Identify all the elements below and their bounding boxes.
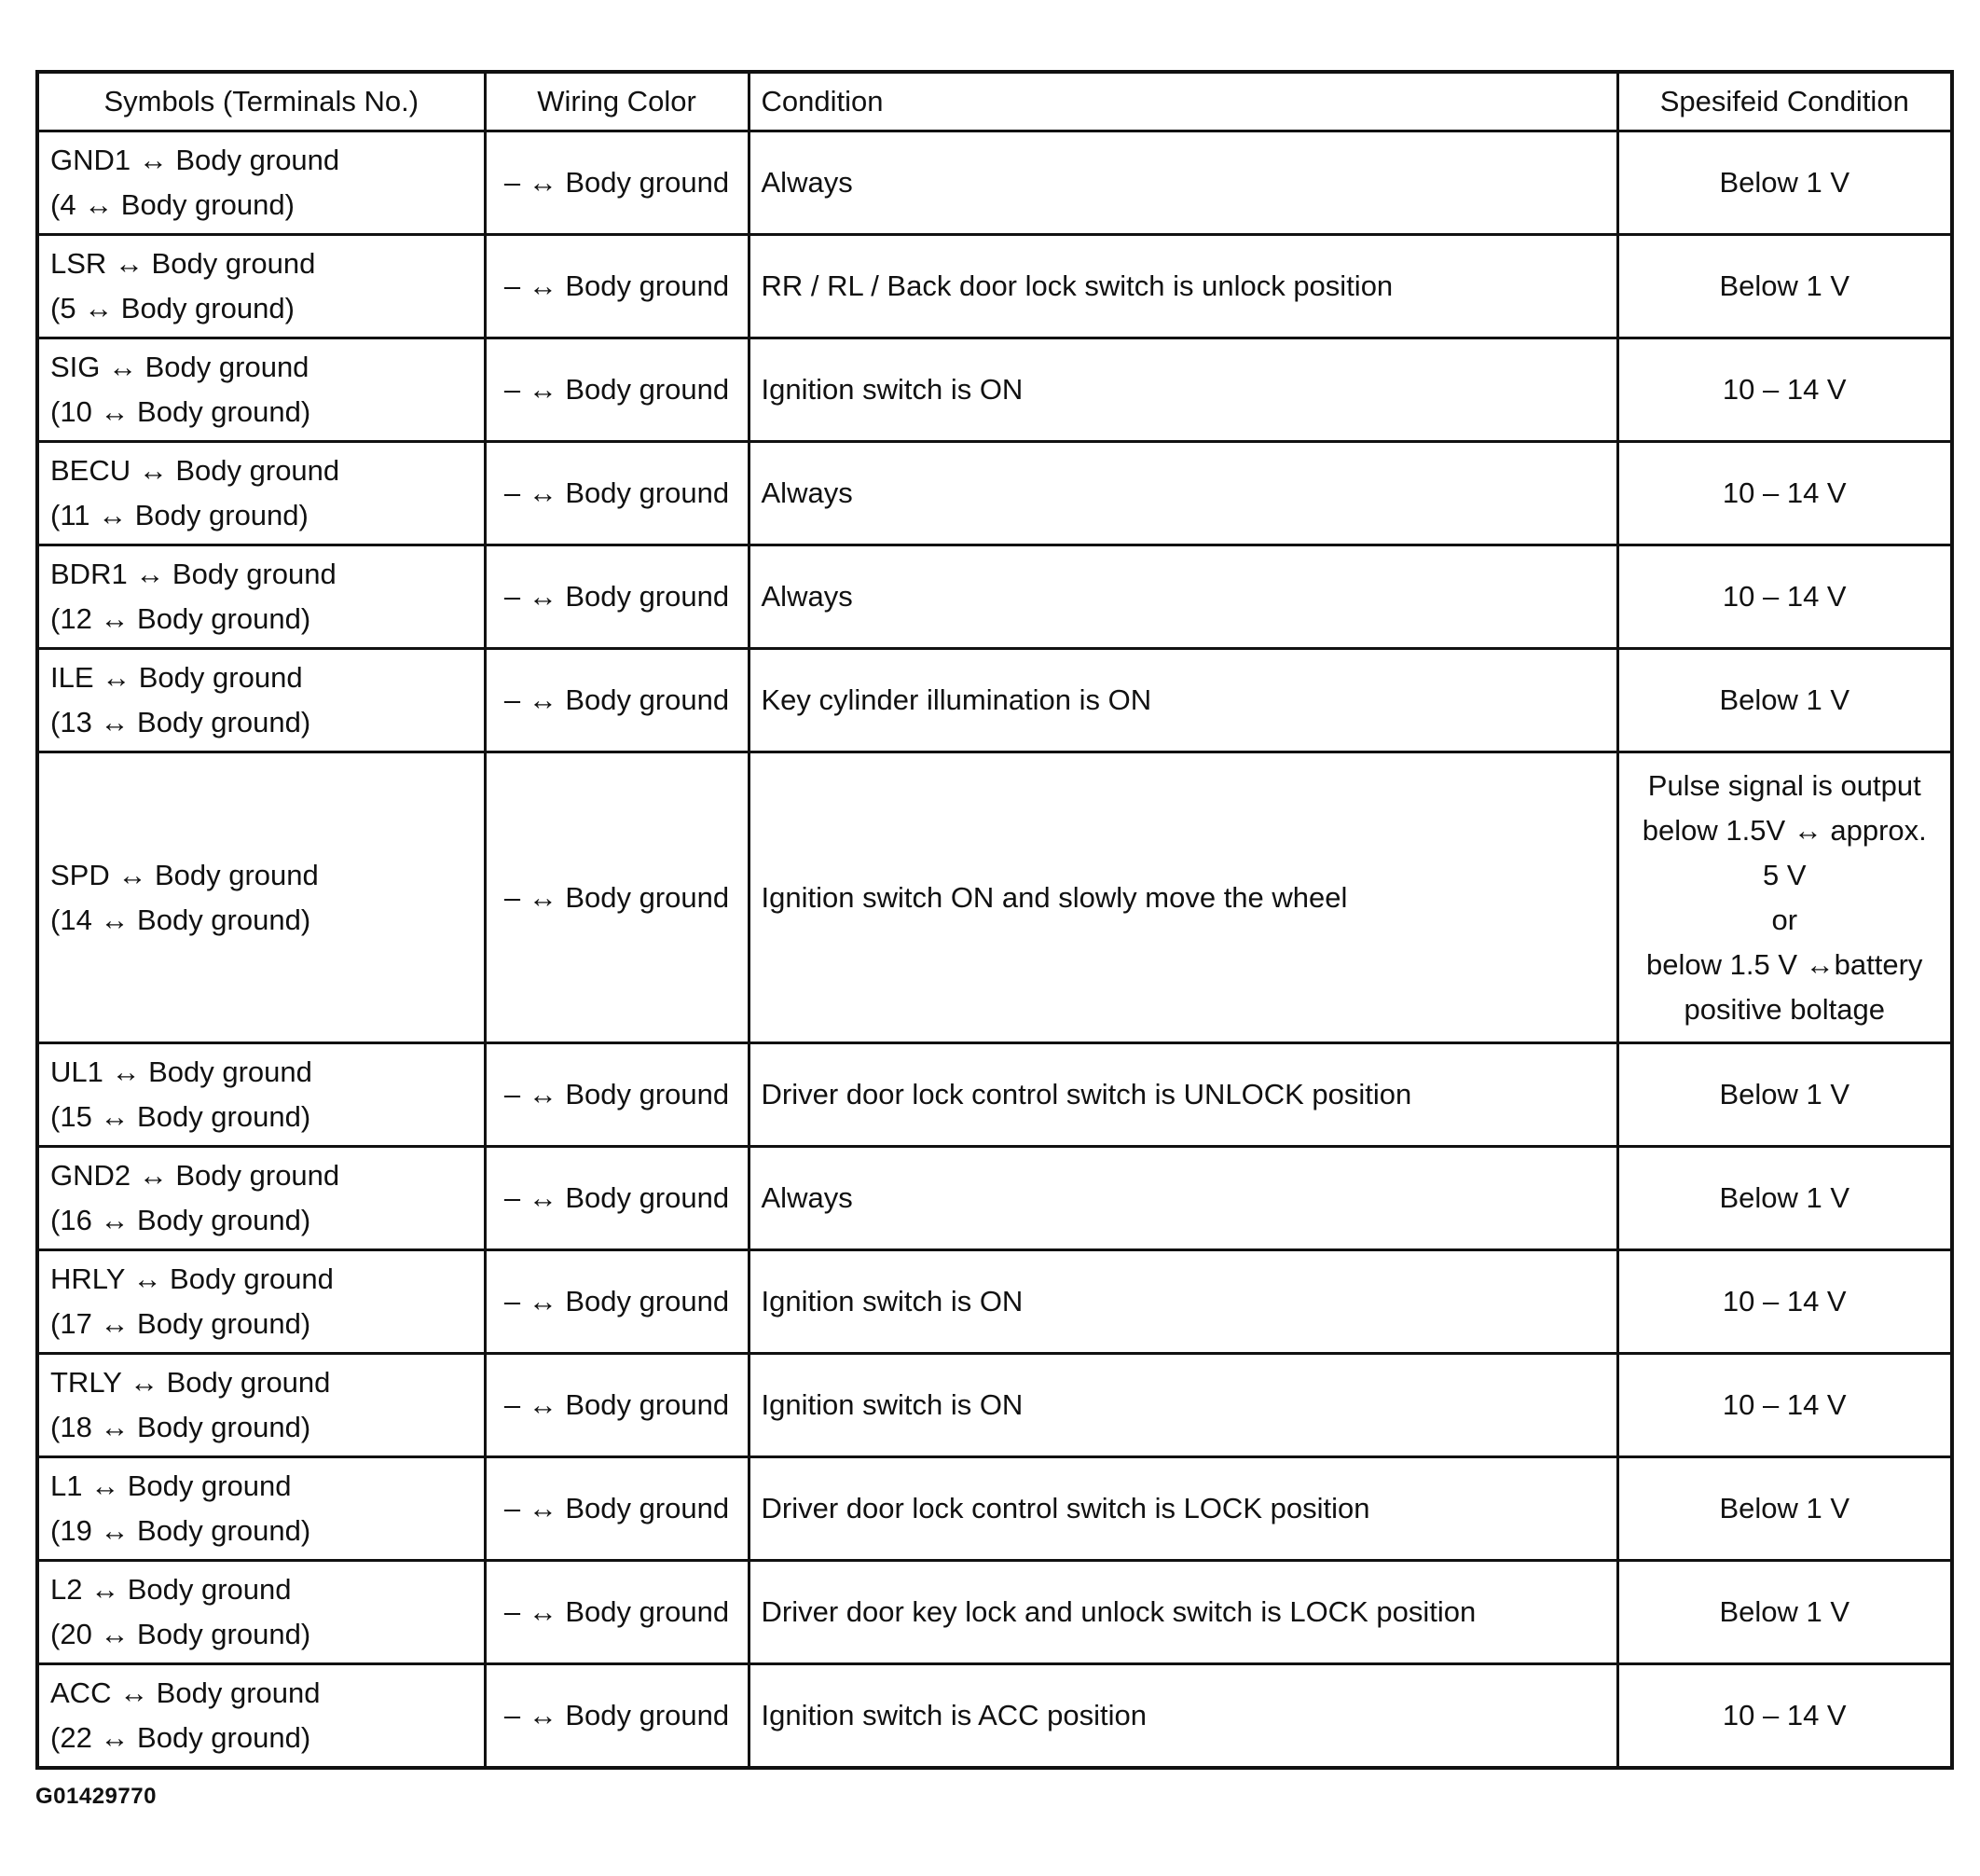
condition-cell: Always xyxy=(749,131,1617,235)
terminal-number: (19 ↔ Body ground) xyxy=(50,1514,311,1547)
condition-cell: Always xyxy=(749,1147,1617,1250)
table-row xyxy=(37,1147,1952,1250)
wiring-color-cell: – ↔ Body ground xyxy=(485,235,749,338)
specified-condition-cell xyxy=(1617,1457,1952,1561)
table-header-row xyxy=(37,72,1952,131)
specified-condition-cell xyxy=(1617,131,1952,235)
specified-condition-line: 10 – 14 V xyxy=(1722,1698,1847,1731)
header-condition: Condition xyxy=(749,72,1617,131)
terminal-symbol: SPD ↔ Body ground xyxy=(50,858,319,891)
specified-condition-cell xyxy=(1617,1147,1952,1250)
specified-condition-cell xyxy=(1617,649,1952,752)
terminal-number: (17 ↔ Body ground) xyxy=(50,1307,311,1340)
specified-condition-line: below 1.5 V ↔battery xyxy=(1646,947,1923,981)
specified-condition-cell xyxy=(1617,545,1952,649)
specified-condition-line: below 1.5V ↔ approx. xyxy=(1642,813,1927,847)
condition-cell: Driver door lock control switch is LOCK position xyxy=(749,1457,1617,1561)
specified-condition-line: 10 – 14 V xyxy=(1722,476,1847,509)
wiring-color-cell: – ↔ Body ground xyxy=(485,1457,749,1561)
terminal-symbol: GND2 ↔ Body ground xyxy=(50,1159,340,1192)
table-row xyxy=(37,338,1952,442)
symbol-cell xyxy=(37,1457,485,1561)
specified-condition-cell xyxy=(1617,338,1952,442)
terminal-number: (15 ↔ Body ground) xyxy=(50,1100,311,1133)
header-specified-condition: Spesifeid Condition xyxy=(1617,72,1952,131)
wiring-color-cell: – ↔ Body ground xyxy=(485,442,749,545)
specified-condition-cell xyxy=(1617,752,1952,1043)
header-symbols: Symbols (Terminals No.) xyxy=(37,72,485,131)
symbol-cell xyxy=(37,1561,485,1664)
table-row xyxy=(37,649,1952,752)
terminal-symbol: BECU ↔ Body ground xyxy=(50,454,340,487)
table-row xyxy=(37,1457,1952,1561)
table-row xyxy=(37,1354,1952,1457)
symbol-cell xyxy=(37,338,485,442)
condition-cell: Driver door lock control switch is UNLOCK position xyxy=(749,1043,1617,1147)
table-row xyxy=(37,1250,1952,1354)
condition-cell: Driver door key lock and unlock switch is LOCK position xyxy=(749,1561,1617,1664)
table-row xyxy=(37,1561,1952,1664)
table-body xyxy=(37,131,1952,1768)
specified-condition-line: 10 – 14 V xyxy=(1722,1388,1847,1421)
specified-condition-cell xyxy=(1617,442,1952,545)
table-row xyxy=(37,235,1952,338)
table-row xyxy=(37,1043,1952,1147)
symbol-cell xyxy=(37,1664,485,1768)
wiring-color-cell: – ↔ Body ground xyxy=(485,1561,749,1664)
wiring-color-cell: – ↔ Body ground xyxy=(485,338,749,442)
symbol-cell xyxy=(37,649,485,752)
wiring-color-cell: – ↔ Body ground xyxy=(485,1250,749,1354)
specified-condition-line: or xyxy=(1771,903,1798,936)
terminal-number: (11 ↔ Body ground) xyxy=(50,499,309,531)
wiring-color-cell: – ↔ Body ground xyxy=(485,545,749,649)
specified-condition-line: Below 1 V xyxy=(1719,683,1850,716)
symbol-cell xyxy=(37,1147,485,1250)
wiring-color-cell: – ↔ Body ground xyxy=(485,131,749,235)
table-row xyxy=(37,131,1952,235)
wiring-color-cell: – ↔ Body ground xyxy=(485,752,749,1043)
specified-condition-line: Below 1 V xyxy=(1719,1078,1850,1110)
table-row xyxy=(37,442,1952,545)
condition-cell: Ignition switch is ACC position xyxy=(749,1664,1617,1768)
terminal-symbol: LSR ↔ Body ground xyxy=(50,247,316,280)
condition-cell: Ignition switch is ON xyxy=(749,338,1617,442)
terminal-number: (12 ↔ Body ground) xyxy=(50,602,311,635)
terminal-number: (13 ↔ Body ground) xyxy=(50,706,311,738)
specified-condition-line: 10 – 14 V xyxy=(1722,373,1847,406)
terminal-number: (10 ↔ Body ground) xyxy=(50,395,311,428)
condition-cell: Key cylinder illumination is ON xyxy=(749,649,1617,752)
terminal-symbol: L2 ↔ Body ground xyxy=(50,1573,292,1606)
specified-condition-line: 10 – 14 V xyxy=(1722,580,1847,613)
specified-condition-line: positive boltage xyxy=(1684,992,1885,1026)
header-wiring-color: Wiring Color xyxy=(485,72,749,131)
terminal-number: (16 ↔ Body ground) xyxy=(50,1204,311,1236)
terminal-voltage-table xyxy=(35,70,1954,1770)
terminal-symbol: UL1 ↔ Body ground xyxy=(50,1055,312,1088)
condition-cell: RR / RL / Back door lock switch is unlock position xyxy=(749,235,1617,338)
symbol-cell xyxy=(37,1354,485,1457)
wiring-color-cell: – ↔ Body ground xyxy=(485,1664,749,1768)
specified-condition-cell xyxy=(1617,1664,1952,1768)
table-row xyxy=(37,752,1952,1043)
condition-cell: Ignition switch ON and slowly move the wheel xyxy=(749,752,1617,1043)
condition-cell: Always xyxy=(749,442,1617,545)
symbol-cell xyxy=(37,1250,485,1354)
terminal-symbol: SIG ↔ Body ground xyxy=(50,351,309,383)
specified-condition-cell xyxy=(1617,1561,1952,1664)
table-row xyxy=(37,545,1952,649)
table-row xyxy=(37,1664,1952,1768)
specified-condition-line: 5 V xyxy=(1762,858,1807,891)
specified-condition-line: 10 – 14 V xyxy=(1722,1285,1847,1317)
terminal-number: (5 ↔ Body ground) xyxy=(50,292,295,324)
specified-condition-line: Below 1 V xyxy=(1719,269,1850,302)
terminal-symbol: HRLY ↔ Body ground xyxy=(50,1262,334,1295)
specified-condition-line: Below 1 V xyxy=(1719,1181,1850,1214)
specified-condition-cell xyxy=(1617,1250,1952,1354)
terminal-inspection-sheet xyxy=(35,70,1950,1770)
symbol-cell xyxy=(37,442,485,545)
specified-condition-cell xyxy=(1617,235,1952,338)
terminal-number: (20 ↔ Body ground) xyxy=(50,1618,311,1650)
condition-cell: Ignition switch is ON xyxy=(749,1354,1617,1457)
specified-condition-line: Below 1 V xyxy=(1719,1492,1850,1524)
terminal-number: (14 ↔ Body ground) xyxy=(50,903,311,936)
specified-condition-line: Below 1 V xyxy=(1719,166,1850,199)
terminal-symbol: BDR1 ↔ Body ground xyxy=(50,558,337,590)
terminal-number: (18 ↔ Body ground) xyxy=(50,1411,311,1443)
specified-condition-cell xyxy=(1617,1043,1952,1147)
condition-cell: Always xyxy=(749,545,1617,649)
figure-id: G01429770 xyxy=(35,1784,157,1809)
symbol-cell xyxy=(37,131,485,235)
symbol-cell xyxy=(37,235,485,338)
wiring-color-cell: – ↔ Body ground xyxy=(485,1354,749,1457)
wiring-color-cell: – ↔ Body ground xyxy=(485,1147,749,1250)
symbol-cell xyxy=(37,752,485,1043)
symbol-cell xyxy=(37,545,485,649)
symbol-cell xyxy=(37,1043,485,1147)
wiring-color-cell: – ↔ Body ground xyxy=(485,1043,749,1147)
terminal-symbol: GND1 ↔ Body ground xyxy=(50,144,340,176)
terminal-symbol: ACC ↔ Body ground xyxy=(50,1676,321,1709)
terminal-symbol: L1 ↔ Body ground xyxy=(50,1469,292,1502)
condition-cell: Ignition switch is ON xyxy=(749,1250,1617,1354)
specified-condition-line: Below 1 V xyxy=(1719,1595,1850,1628)
terminal-number: (4 ↔ Body ground) xyxy=(50,188,295,221)
terminal-number: (22 ↔ Body ground) xyxy=(50,1720,311,1754)
specified-condition-cell xyxy=(1617,1354,1952,1457)
specified-condition-line: Pulse signal is output xyxy=(1647,768,1921,802)
terminal-symbol: TRLY ↔ Body ground xyxy=(50,1366,331,1399)
terminal-symbol: ILE ↔ Body ground xyxy=(50,661,303,694)
wiring-color-cell: – ↔ Body ground xyxy=(485,649,749,752)
